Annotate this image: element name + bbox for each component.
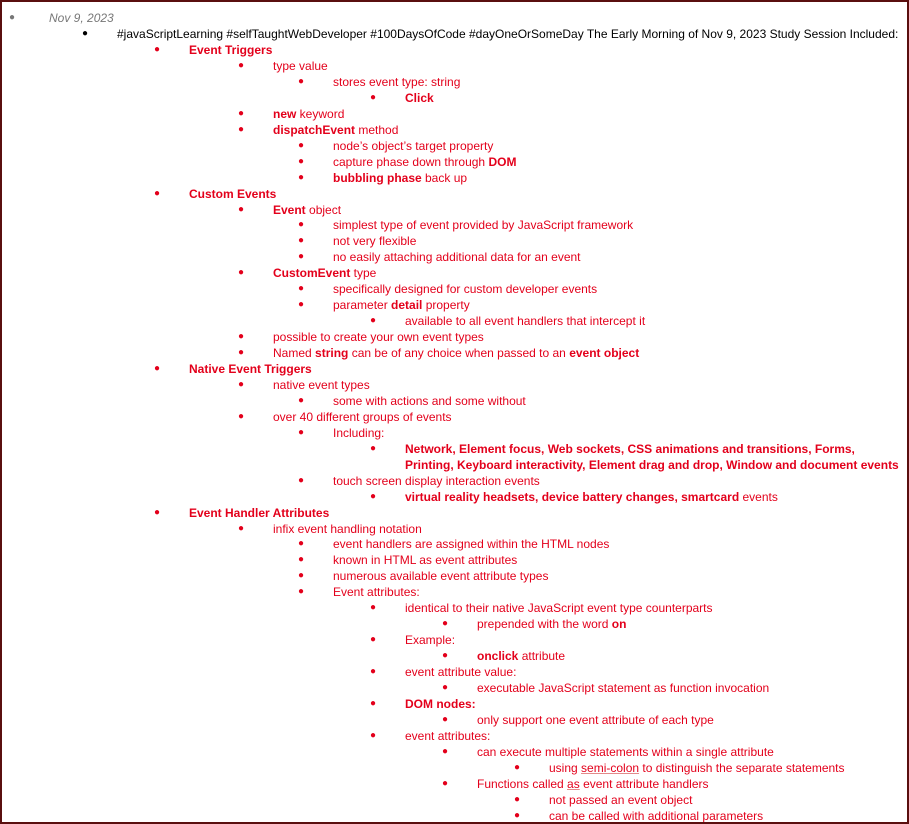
outline-bullet: ● [238, 124, 245, 135]
top-bullet: ● [9, 12, 16, 23]
outline-bullet: ● [370, 491, 377, 502]
outline-item-text: no easily attaching additional data for an event [333, 250, 581, 264]
outline-bullet: ● [514, 794, 521, 805]
outline-item-text: Event attributes: [333, 585, 420, 599]
outline-item-text: bubbling phase [333, 171, 422, 185]
outline-item [405, 313, 645, 329]
outline-item-text: infix event handling notation [273, 522, 422, 536]
outline-item [189, 505, 329, 521]
outline-item-text: possible to create your own event types [273, 330, 484, 344]
outline-bullet: ● [370, 315, 377, 326]
outline-item [273, 122, 398, 138]
outline-item-text: DOM nodes: [405, 697, 476, 711]
outline-bullet: ● [370, 602, 377, 613]
outline-item [477, 616, 626, 632]
outline-bullet: ● [154, 44, 161, 55]
outline-bullet: ● [514, 762, 521, 773]
outline-item-text: semi-colon [581, 761, 640, 775]
outline-bullet: ● [442, 682, 449, 693]
outline-item-text: Click [405, 91, 434, 105]
entry-date: Nov 9, 2023 [49, 11, 114, 25]
outline-item-text: can be of any choice when passed to an [348, 346, 570, 360]
outline-bullet: ● [298, 427, 305, 438]
outline-bullet: ● [370, 666, 377, 677]
outline-item-text: known in HTML as event attributes [333, 553, 518, 567]
outline-item [333, 425, 384, 441]
outline-bullet: ● [298, 586, 305, 597]
outline-item-text: object [305, 203, 342, 217]
outline-bullet: ● [514, 810, 521, 821]
outline-item-text: not passed an event object [549, 793, 693, 807]
outline-bullet: ● [298, 475, 305, 486]
outline-item [273, 58, 328, 74]
outline-item [333, 584, 420, 600]
outline-item-text: on [611, 617, 627, 631]
outline-bullet: ● [298, 538, 305, 549]
outline-item-text: using [549, 761, 582, 775]
outline-item-text: dispatchEvent [273, 123, 356, 137]
outline-bullet: ● [298, 395, 305, 406]
outline-item-text: Including: [333, 426, 385, 440]
outline-bullet: ● [370, 730, 377, 741]
outline-item [273, 377, 370, 393]
outline-item [189, 42, 272, 58]
outline-bullet: ● [442, 618, 449, 629]
outline-item-text: Printing, Keyboard interactivity, Element drag and drop, Window and document events [405, 458, 899, 472]
outline-bullet: ● [154, 363, 161, 374]
outline-bullet: ● [238, 204, 245, 215]
outline-item-text: can execute multiple statements within a single attribute [477, 745, 774, 759]
outline-item-text: numerous available event attribute types [333, 569, 549, 583]
outline-item [405, 90, 434, 106]
outline-item [333, 154, 516, 170]
outline-item-text: identical to their native JavaScript event type counterparts [405, 601, 713, 615]
outline-item [477, 744, 774, 760]
outline-item [333, 170, 467, 186]
outline-item [333, 281, 597, 297]
outline-item [189, 186, 276, 202]
outline-bullet: ● [298, 140, 305, 151]
outline-bullet: ● [298, 299, 305, 310]
outline-item [273, 106, 344, 122]
outline-item [333, 138, 493, 154]
outline-bullet: ● [238, 411, 245, 422]
outline-item [273, 521, 422, 537]
outline-item [549, 760, 845, 776]
outline-item [333, 552, 517, 568]
outline-item-text: some with actions and some without [333, 394, 526, 408]
outline-item-text: specifically designed for custom developer events [333, 282, 598, 296]
outline-item [405, 441, 855, 457]
outline-bullet: ● [298, 554, 305, 565]
outline-bullet: ● [238, 379, 245, 390]
outline-item [273, 345, 639, 361]
outline-item-text: as [567, 777, 580, 791]
outline-item [273, 409, 452, 425]
outline-item-text: event attribute value: [405, 665, 517, 679]
outline-bullet: ● [154, 188, 161, 199]
outline-item [405, 632, 455, 648]
outline-item-text: executable JavaScript statement as function invocation [477, 681, 770, 695]
outline-item-text: can be called with additional parameters [549, 809, 764, 823]
outline-item-text: property [422, 298, 470, 312]
outline-item-text: detail [391, 298, 423, 312]
outline-item-text: Native Event Triggers [189, 362, 312, 376]
outline-bullet: ● [238, 523, 245, 534]
outline-item-text: event handlers are assigned within the HTML nodes [333, 537, 610, 551]
outline-item-text: Network, Element focus, Web sockets, CSS animations and transitions, Forms, [405, 442, 855, 456]
outline-item-text: stores event type: string [333, 75, 461, 89]
outline-bullet: ● [238, 60, 245, 71]
outline-item-text: Event [273, 203, 306, 217]
outline-bullet: ● [238, 267, 245, 278]
outline-item-text: keyword [296, 107, 345, 121]
outline-item-text: onclick [477, 649, 519, 663]
outline-item [477, 776, 708, 792]
outline-bullet: ● [370, 92, 377, 103]
outline-item-text: event attribute handlers [579, 777, 709, 791]
outline-bullet: ● [370, 634, 377, 645]
outline-bullet: ● [370, 698, 377, 709]
outline-item-text: Functions called [477, 777, 568, 791]
outline-bullet: ● [442, 778, 449, 789]
outline-item [477, 648, 565, 664]
outline-item-text: node’s object’s target property [333, 139, 494, 153]
outline-item-text: Custom Events [189, 187, 277, 201]
outline-bullet: ● [442, 650, 449, 661]
outline-item-text: prepended with the word [477, 617, 612, 631]
outline-item [333, 536, 609, 552]
outline-item [273, 265, 376, 281]
outline-item-text: virtual reality headsets, device battery changes, smartcard [405, 490, 740, 504]
outline-item [273, 329, 484, 345]
outline-bullet: ● [370, 443, 377, 454]
outline-item-text: type [350, 266, 377, 280]
outline-bullet: ● [298, 172, 305, 183]
outline-bullet: ● [238, 331, 245, 342]
intro-text: #javaScriptLearning #selfTaughtWebDeveloper #100DaysOfCode #dayOneOrSomeDay The Early Morning of Nov 9, 2023 Study Session Included: [117, 27, 899, 41]
outline-item [549, 808, 763, 824]
outline-item-text: attribute [518, 649, 566, 663]
outline-item-text: simplest type of event provided by JavaScript framework [333, 218, 634, 232]
outline-item [405, 457, 899, 473]
outline-item-text: event attributes: [405, 729, 491, 743]
outline-item-text: string [315, 346, 349, 360]
outline-item-text: event object [569, 346, 640, 360]
outline-item [477, 680, 769, 696]
outline-item-text: Example: [405, 633, 456, 647]
outline-item-text: CustomEvent [273, 266, 351, 280]
outline-item-text: Event Triggers [189, 43, 273, 57]
outline-item [333, 74, 460, 90]
outline-item-text: touch screen display interaction events [333, 474, 540, 488]
outline-item-text: native event types [273, 378, 370, 392]
outline-bullet: ● [154, 507, 161, 518]
outline-item-text: Event Handler Attributes [189, 506, 330, 520]
outline-bullet: ● [298, 76, 305, 87]
outline-item-text: available to all event handlers that intercept it [405, 314, 646, 328]
outline-item-text: method [355, 123, 399, 137]
outline-bullet: ● [238, 347, 245, 358]
outline-item [405, 728, 490, 744]
outline-item-text: new [273, 107, 297, 121]
outline-item [333, 249, 581, 265]
outline-bullet: ● [298, 283, 305, 294]
outline-bullet: ● [442, 746, 449, 757]
outline-item-text: not very flexible [333, 234, 417, 248]
outline-item-text: DOM [488, 155, 517, 169]
outline-bullet: ● [238, 108, 245, 119]
outline-item [405, 664, 516, 680]
outline-item [333, 233, 416, 249]
outline-bullet: ● [442, 714, 449, 725]
outline-item [405, 696, 476, 712]
outline-item [549, 792, 692, 808]
outline-item [333, 473, 540, 489]
outline-bullet: ● [298, 235, 305, 246]
outline-item-text: type value [273, 59, 328, 73]
outline-item [405, 489, 778, 505]
outline-bullet: ● [298, 570, 305, 581]
outline-item [189, 361, 312, 377]
outline-item [333, 297, 470, 313]
outline-item-text: parameter [333, 298, 392, 312]
outline-item [273, 202, 341, 218]
outline-item-text: over 40 different groups of events [273, 410, 452, 424]
outline-bullet: ● [298, 156, 305, 167]
outline-item-text: only support one event attribute of each type [477, 713, 714, 727]
outline-item [405, 600, 713, 616]
outline-bullet: ● [298, 251, 305, 262]
outline-item-text: events [739, 490, 778, 504]
outline-item [333, 217, 633, 233]
outline-item [333, 393, 526, 409]
outline-item [333, 568, 548, 584]
outline-item-text: to distinguish the separate statements [639, 761, 845, 775]
outline-item [477, 712, 714, 728]
outline-item-text: back up [421, 171, 468, 185]
outline-item-text: capture phase down through [333, 155, 489, 169]
outline-bullet: ● [298, 219, 305, 230]
outline-item-text: Named [273, 346, 316, 360]
intro-bullet: ● [82, 28, 89, 39]
